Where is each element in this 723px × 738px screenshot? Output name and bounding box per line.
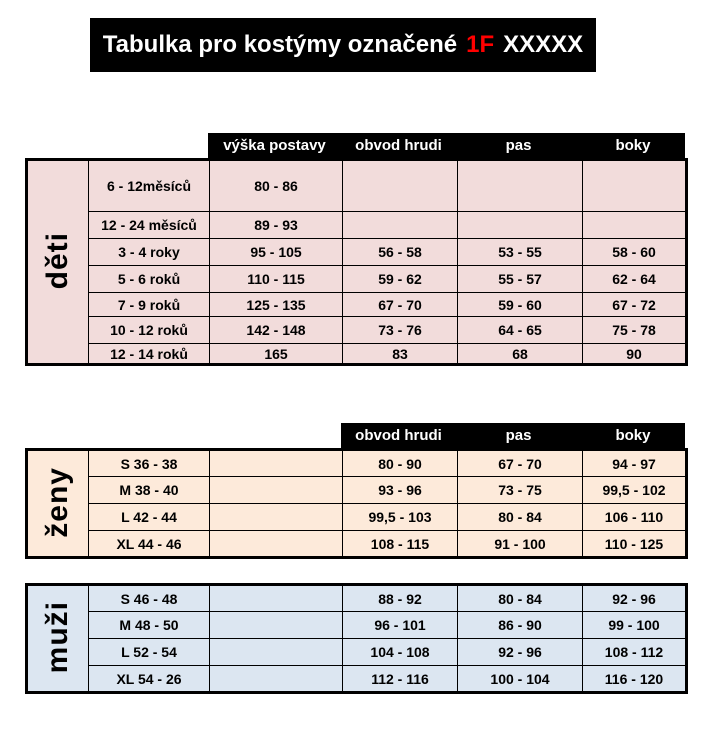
chest-cell: 99,5 - 103: [343, 504, 458, 531]
table-row: [27, 639, 687, 666]
size-label-cell: S 36 - 38: [89, 450, 210, 477]
group-label-children: děti: [41, 231, 74, 290]
title-code-highlight: 1F: [466, 31, 495, 58]
chest-cell: 56 - 58: [343, 239, 458, 266]
chest-cell: 88 - 92: [343, 585, 458, 612]
hips-cell: 108 - 112: [583, 639, 687, 666]
height-cell: 142 - 148: [210, 317, 343, 344]
table-row: [27, 585, 687, 612]
hips-cell: 116 - 120: [583, 666, 687, 693]
waist-cell: 67 - 70: [458, 450, 583, 477]
height-cell: [210, 585, 343, 612]
height-cell: [210, 666, 343, 693]
hips-cell: 94 - 97: [583, 450, 687, 477]
height-cell: 80 - 86: [210, 160, 343, 212]
chest-cell: 73 - 76: [343, 317, 458, 344]
column-header-height: výška postavy: [223, 137, 326, 154]
waist-cell: 55 - 57: [458, 266, 583, 293]
chest-cell: 104 - 108: [343, 639, 458, 666]
hips-cell: 67 - 72: [583, 293, 687, 317]
hips-cell: [583, 160, 687, 212]
hips-cell: 106 - 110: [583, 504, 687, 531]
size-label-cell: 5 - 6 roků: [89, 266, 210, 293]
size-label-cell: S 46 - 48: [89, 585, 210, 612]
chest-cell: 108 - 115: [343, 531, 458, 558]
size-label-cell: XL 54 - 26: [89, 666, 210, 693]
waist-cell: 80 - 84: [458, 504, 583, 531]
chest-cell: 83: [343, 344, 458, 365]
waist-cell: 64 - 65: [458, 317, 583, 344]
size-label-cell: 10 - 12 roků: [89, 317, 210, 344]
hips-cell: 90: [583, 344, 687, 365]
height-cell: [210, 531, 343, 558]
table-row: [27, 666, 687, 693]
size-label-cell: 3 - 4 roky: [89, 239, 210, 266]
waist-cell: 92 - 96: [458, 639, 583, 666]
waist-cell: 86 - 90: [458, 612, 583, 639]
hips-cell: [583, 212, 687, 239]
size-label-cell: M 48 - 50: [89, 612, 210, 639]
waist-cell: 100 - 104: [458, 666, 583, 693]
hips-cell: 75 - 78: [583, 317, 687, 344]
height-cell: 95 - 105: [210, 239, 343, 266]
size-label-cell: L 52 - 54: [89, 639, 210, 666]
column-header-hips: boky: [615, 137, 651, 154]
waist-cell: 53 - 55: [458, 239, 583, 266]
chest-cell: 67 - 70: [343, 293, 458, 317]
group-label-cell: [27, 585, 89, 693]
waist-cell: 73 - 75: [458, 477, 583, 504]
table-row: [27, 317, 687, 344]
table-row: [27, 293, 687, 317]
chest-cell: 93 - 96: [343, 477, 458, 504]
title-suffix: XXXXX: [503, 31, 584, 58]
height-cell: [210, 504, 343, 531]
chest-cell: 59 - 62: [343, 266, 458, 293]
group-label-cell: [27, 450, 89, 558]
group-label-cell: [27, 160, 89, 365]
height-cell: [210, 450, 343, 477]
column-header-chest: obvod hrudi: [355, 427, 442, 444]
size-label-cell: 12 - 14 roků: [89, 344, 210, 365]
chest-cell: 112 - 116: [343, 666, 458, 693]
column-header-hips: boky: [615, 427, 651, 444]
women-size-table: [25, 448, 688, 559]
column-header-chest: obvod hrudi: [355, 137, 442, 154]
chest-cell: [343, 160, 458, 212]
waist-cell: 80 - 84: [458, 585, 583, 612]
waist-cell: 59 - 60: [458, 293, 583, 317]
hips-cell: 99,5 - 102: [583, 477, 687, 504]
chest-cell: 96 - 101: [343, 612, 458, 639]
column-header-waist: pas: [505, 427, 532, 444]
men-size-table: [25, 583, 688, 694]
size-label-cell: 7 - 9 roků: [89, 293, 210, 317]
waist-cell: 68: [458, 344, 583, 365]
table-row: [27, 239, 687, 266]
table-row: [27, 504, 687, 531]
group-label-women: ženy: [41, 466, 74, 538]
table-row: [27, 212, 687, 239]
size-label-cell: 12 - 24 měsíců: [89, 212, 210, 239]
height-cell: 89 - 93: [210, 212, 343, 239]
chest-cell: 80 - 90: [343, 450, 458, 477]
size-label-cell: XL 44 - 46: [89, 531, 210, 558]
children-column-headers: [208, 133, 685, 158]
waist-cell: [458, 212, 583, 239]
table-row: [27, 160, 687, 212]
hips-cell: 110 - 125: [583, 531, 687, 558]
hips-cell: 99 - 100: [583, 612, 687, 639]
height-cell: 125 - 135: [210, 293, 343, 317]
page-title: [90, 18, 596, 72]
table-row: [27, 477, 687, 504]
title-prefix: Tabulka pro kostýmy označené: [102, 31, 458, 58]
height-cell: [210, 477, 343, 504]
waist-cell: 91 - 100: [458, 531, 583, 558]
column-header-waist: pas: [505, 137, 532, 154]
chest-cell: [343, 212, 458, 239]
hips-cell: 62 - 64: [583, 266, 687, 293]
table-row: [27, 450, 687, 477]
waist-cell: [458, 160, 583, 212]
size-label-cell: M 38 - 40: [89, 477, 210, 504]
height-cell: [210, 639, 343, 666]
table-row: [27, 531, 687, 558]
women-column-headers: [341, 423, 685, 448]
table-row: [27, 344, 687, 365]
table-row: [27, 612, 687, 639]
size-label-cell: L 42 - 44: [89, 504, 210, 531]
hips-cell: 58 - 60: [583, 239, 687, 266]
height-cell: 110 - 115: [210, 266, 343, 293]
height-cell: 165: [210, 344, 343, 365]
children-size-table: [25, 158, 688, 366]
table-row: [27, 266, 687, 293]
height-cell: [210, 612, 343, 639]
hips-cell: 92 - 96: [583, 585, 687, 612]
group-label-men: muži: [41, 600, 74, 674]
size-label-cell: 6 - 12měsíců: [89, 160, 210, 212]
